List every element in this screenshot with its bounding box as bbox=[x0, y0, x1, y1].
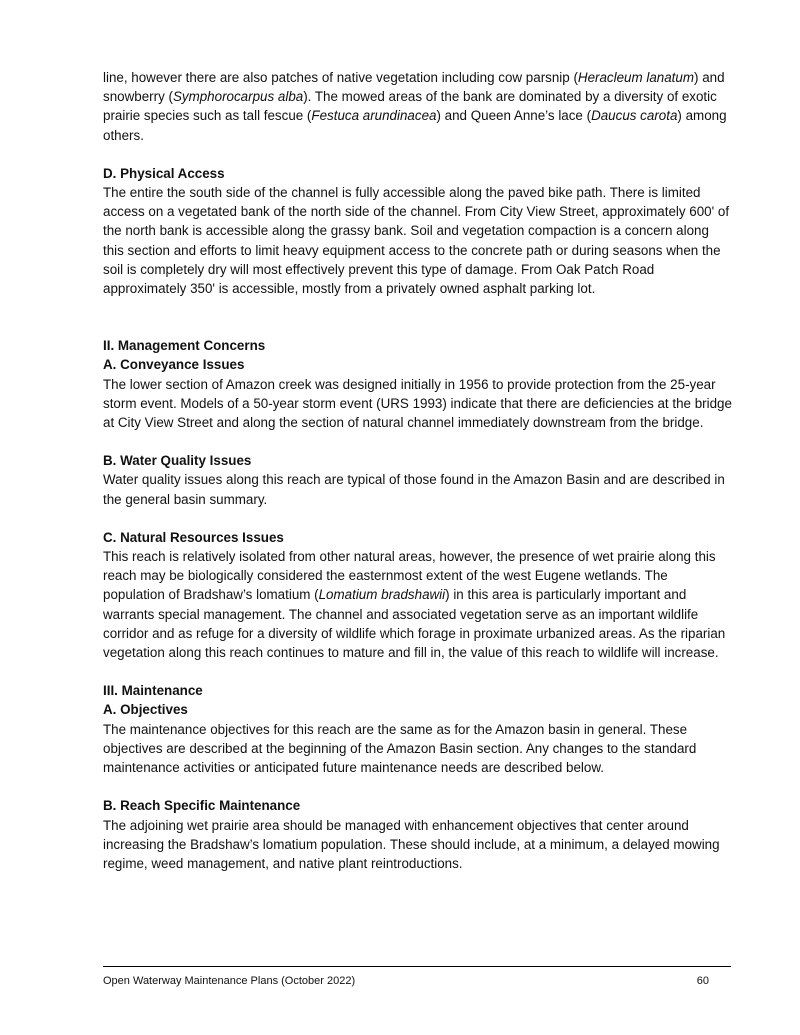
conveyance-issues-paragraph: The lower section of Amazon creek was designed initially in 1956 to provide protection from the 25-year storm event. Models of a 50-year storm event (URS 1993) indicate that there are deficiencies at the bridge at City View Street and along the section of natural channel immediately downstream from the bridge. bbox=[103, 376, 732, 431]
page-number: 60 bbox=[696, 975, 709, 987]
physical-access-heading: D. Physical Access bbox=[103, 165, 225, 181]
footer-title: Open Waterway Maintenance Plans (October 2022) bbox=[103, 975, 356, 987]
objectives-paragraph: The maintenance objectives for this reach are the same as for the Amazon basin in general. These objectives are described at the beginning of the Amazon Basin section. Any changes to the standard maintenance activities or anticipated future maintenance needs are described below. bbox=[103, 721, 697, 776]
management-concerns-heading: II. Management Concerns bbox=[103, 338, 266, 354]
physical-access-paragraph: The entire the south side of the channel is fully accessible along the paved bike path. There is limited access on a vegetated bank of the north side of the channel. From City View Street, approximately 600' of the north bank is accessible along the grassy bank. Soil and vegetation compaction is a concern along this section and efforts to limit heavy equipment access to the concrete path or during seasons when the soil is completely dry will most effectively prevent this type of damage. From Oak Patch Road approximately 350' is accessible, mostly from a privately owned asphalt parking lot. bbox=[103, 185, 730, 297]
reach-specific-maintenance-heading: B. Reach Specific Maintenance bbox=[103, 798, 301, 814]
document-body bbox=[103, 68, 733, 873]
water-quality-heading: B. Water Quality Issues bbox=[103, 453, 252, 469]
maintenance-heading: III. Maintenance bbox=[103, 683, 203, 699]
objectives-heading: A. Objectives bbox=[103, 702, 188, 718]
natural-resources-paragraph: This reach is relatively isolated from other natural areas, however, the presence of wet prairie along this reach may be biologically considered the easternmost extent of the west Eugene wetlands. The population of Bradshaw’s lomatium (Lomatium bradshawii) in this area is particularly important and warrants special management. The channel and associated vegetation serve as an important wildlife corridor and as refuge for a diversity of wildlife which forage in proximate urbanized areas. As the riparian vegetation along this reach continues to mature and fill in, the value of this reach to wildlife will increase. bbox=[103, 549, 726, 661]
natural-resources-heading: C. Natural Resources Issues bbox=[103, 529, 284, 545]
reach-specific-maintenance-paragraph: The adjoining wet prairie area should be managed with enhancement objectives that center around increasing the Bradshaw’s lomatium population. These should include, at a minimum, a delayed mowing regime, weed management, and native plant reintroductions. bbox=[103, 817, 720, 871]
intro-paragraph: line, however there are also patches of native vegetation including cow parsnip (Heracleum lanatum) and snowberry (Symphorocarpus alba). The mowed areas of the bank are dominated by a diversity of exotic prairie species such as tall fescue (Festuca arundinacea) and Queen Anne’s lace (Daucus carota) among others. bbox=[103, 70, 727, 143]
page-footer bbox=[103, 966, 731, 987]
conveyance-issues-heading: A. Conveyance Issues bbox=[103, 357, 245, 373]
water-quality-paragraph: Water quality issues along this reach are typical of those found in the Amazon Basin and are described in the general basin summary. bbox=[103, 472, 725, 507]
